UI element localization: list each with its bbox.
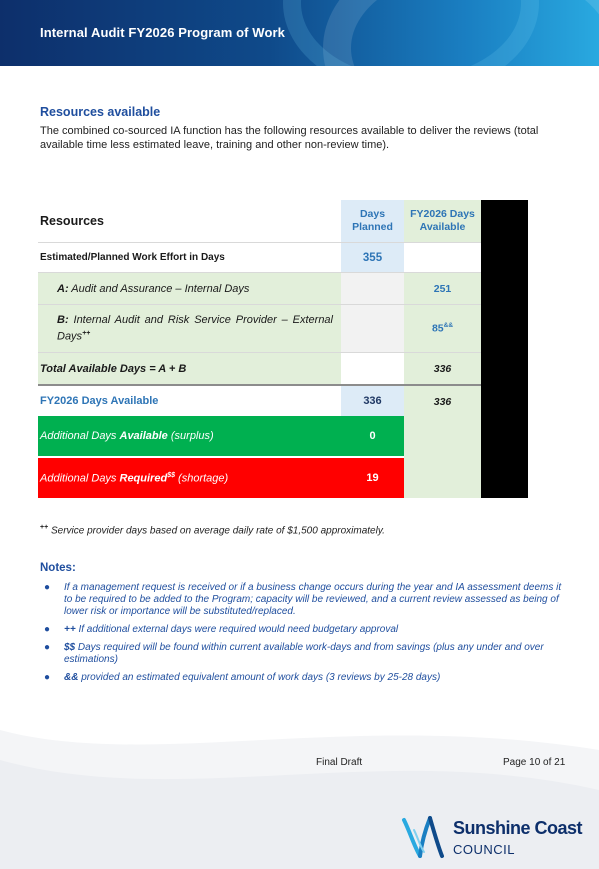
table-black-column-cell: [481, 304, 528, 352]
note-text: Days required will be found within current available work-days and from savings (plus any under and over estimations): [64, 642, 544, 665]
note-text: If a management request is received or if a business change occurs during the year and IA assessment deems it to be required to be added to the Program; capacity will be reviewed, and a current review assessed as being of lower risk or importance will be substituted/replaced.: [64, 582, 562, 617]
section-heading: Resources available: [40, 105, 161, 119]
logo-subtitle: COUNCIL: [453, 842, 516, 857]
row-b-available: [404, 304, 481, 352]
row-b-label: [38, 304, 341, 352]
row-surplus-label: [38, 416, 341, 456]
footnote-text: Service provider days based on average daily rate of $1,500 approximately.: [48, 525, 385, 537]
table-black-column-cell: [481, 352, 528, 384]
table-footnote: [40, 524, 385, 536]
footnote-marker: ++: [40, 524, 49, 531]
notes-heading: Notes:: [40, 562, 76, 574]
note-text: If additional external days were required would need budgetary approval: [75, 624, 399, 635]
row-b-available-value: 85: [431, 322, 444, 335]
row-shortage-text-post: (shortage): [174, 472, 229, 485]
row-shortage-planned: 19: [341, 456, 404, 498]
row-estimated-label: Estimated/Planned Work Effort in Days: [38, 242, 341, 272]
note-item: [40, 642, 570, 666]
note-item: [40, 672, 570, 684]
row-total-available: 336: [404, 352, 481, 384]
header-decoration-secondary: [283, 0, 539, 66]
row-estimated-available: [404, 242, 481, 272]
row-a-prefix: A:: [57, 282, 69, 295]
row-b-superscript: ++: [82, 329, 91, 337]
row-a-text: Audit and Assurance – Internal Days: [68, 282, 250, 295]
row-a-available: 251: [404, 272, 481, 304]
bullet-icon: ●: [44, 642, 51, 653]
intro-paragraph: The combined co-sourced IA function has the following resources available to deliver the reviews (total available time less estimated leave, training and other non-review time).: [40, 125, 539, 151]
note-text: provided an estimated equivalent amount of work days (3 reviews by 25-28 days): [78, 672, 441, 683]
table-header-days-planned: Days Planned: [341, 200, 404, 242]
row-fy-available: 336: [404, 384, 481, 498]
row-b-available-superscript: &&: [443, 322, 454, 330]
note-item: [40, 624, 570, 636]
document-title: Internal Audit FY2026 Program of Work: [40, 25, 285, 40]
row-b-prefix: B:: [57, 313, 69, 326]
notes-list: [40, 582, 570, 690]
table-header-resources: [38, 200, 341, 242]
row-b-text: Internal Audit and Risk Service Provider – External Days: [57, 313, 333, 343]
table-header-days-available: FY2026 Days Available: [404, 200, 481, 242]
bullet-icon: ●: [44, 582, 51, 593]
table-black-column-cell: [481, 200, 528, 242]
logo-name: Sunshine Coast: [453, 818, 583, 838]
row-shortage-text-bold: Required: [119, 472, 168, 485]
note-prefix: ++: [64, 624, 76, 635]
table-black-column-cell: [481, 242, 528, 272]
row-total-label: Total Available Days = A + B: [38, 352, 341, 384]
row-a-planned: [341, 272, 404, 304]
row-shortage-superscript: $$: [167, 471, 175, 479]
logo-wave-icon: [400, 810, 452, 862]
row-a-label: [38, 272, 341, 304]
note-prefix: $$: [64, 642, 76, 653]
footer-page-number: Page 10 of 21: [503, 757, 566, 768]
row-surplus-planned: 0: [341, 416, 404, 456]
council-logo: [400, 806, 596, 864]
resources-table: [38, 200, 528, 498]
row-total-planned: [341, 352, 404, 384]
table-black-column-cell: [481, 384, 528, 498]
table-black-column-cell: [481, 272, 528, 304]
row-shortage-label: [38, 456, 341, 498]
page-header-banner: [0, 0, 599, 66]
header-resources-label: Resources: [40, 214, 104, 228]
row-fy-label: FY2026 Days Available: [38, 384, 341, 416]
footer-status: Final Draft: [316, 757, 363, 768]
note-prefix: &&: [64, 672, 79, 683]
row-shortage-text-pre: Additional Days: [40, 472, 120, 485]
row-surplus-text-bold: Available: [119, 430, 168, 442]
row-fy-planned: 336: [341, 384, 404, 416]
row-surplus-text-pre: Additional Days: [40, 430, 120, 442]
row-surplus-text-post: (surplus): [167, 430, 214, 442]
row-estimated-planned: 355: [341, 242, 404, 272]
note-item: [40, 582, 570, 618]
bullet-icon: ●: [44, 624, 51, 635]
bullet-icon: ●: [44, 672, 51, 683]
row-b-planned: [341, 304, 404, 352]
